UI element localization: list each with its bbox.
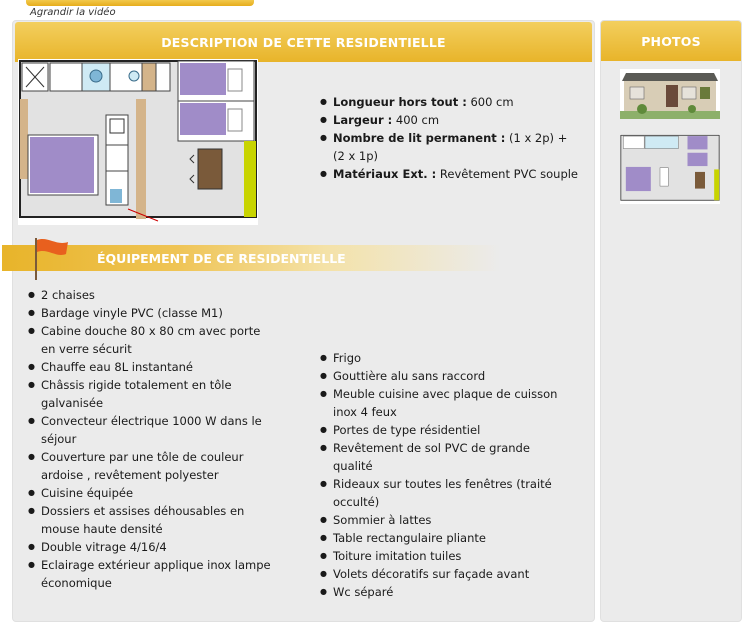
list-item: ● Rideaux sur toutes les fenêtres (traité occulté) [320,475,572,511]
spec-value: 600 cm [466,95,514,109]
list-item: ● Meuble cuisine avec plaque de cuisson inox 4 feux [320,385,572,421]
spec-item [320,165,580,183]
list-item: ● Frigo [320,349,572,367]
description-header [15,22,592,62]
spec-label: Nombre de lit permanent : [333,131,506,145]
list-item: ● 2 chaises [28,286,278,304]
list-item: ● Volets décoratifs sur façade avant [320,565,572,583]
spec-label: Matériaux Ext. : [333,167,437,181]
list-item: ● Sommier à lattes [320,511,572,529]
list-item: ● Couverture par une tôle de couleur ardoise , revêtement polyester [28,448,278,484]
video-bar [26,0,254,6]
spec-value: (1 x 2p) + (2 x 1p) [333,131,568,163]
list-item: ● Revêtement de sol PVC de grande qualité [320,439,572,475]
photos-panel [600,20,742,622]
list-item: ● Gouttière alu sans raccord [320,367,572,385]
photo-thumbnail-exterior[interactable] [620,69,720,119]
equipment-list-right [320,349,572,601]
spec-label: Largeur : [333,113,393,127]
list-item: ● Portes de type résidentiel [320,421,572,439]
list-item: ● Dossiers et assises déhousables en mouse haute densité [28,502,278,538]
spec-item [320,129,580,165]
spec-item [320,93,580,111]
list-item: ● Bardage vinyle PVC (classe M1) [28,304,278,322]
spec-label: Longueur hors tout : [333,95,467,109]
spec-value: Revêtement PVC souple [436,167,579,181]
floorplan-thumb-image [620,134,720,204]
list-item: ● Eclairage extérieur applique inox lampe économique [28,556,278,592]
list-item: ● Wc séparé [320,583,572,601]
flag-icon [28,234,72,280]
equipment-title: ÉQUIPEMENT DE CE RESIDENTIELLE [97,251,346,266]
floorplan-image [18,59,258,225]
list-item: ● Cabine douche 80 x 80 cm avec porte en verre sécurit [28,322,278,358]
description-title: DESCRIPTION DE CETTE RESIDENTIELLE [161,34,446,50]
floorplan-drawing [18,59,258,225]
enlarge-video-link[interactable]: Agrandir la vidéo [30,7,116,18]
list-item: ● Table rectangulaire pliante [320,529,572,547]
list-item: ● Double vitrage 4/16/4 [28,538,278,556]
spec-value: 400 cm [392,113,440,127]
list-item: ● Cuisine équipée [28,484,278,502]
spec-item [320,111,580,129]
list-item: ● Chauffe eau 8L instantané [28,358,278,376]
photos-header [601,21,741,61]
equipment-header [2,245,500,271]
mobile-home-exterior-image [620,69,720,119]
list-item: ● Toiture imitation tuiles [320,547,572,565]
photos-title: PHOTOS [641,33,701,49]
list-item: ● Châssis rigide totalement en tôle galvanisée [28,376,278,412]
list-item: ● Convecteur électrique 1000 W dans le séjour [28,412,278,448]
spec-list [320,93,580,183]
equipment-list-left [28,286,278,592]
photo-thumbnail-floorplan[interactable] [620,134,720,204]
